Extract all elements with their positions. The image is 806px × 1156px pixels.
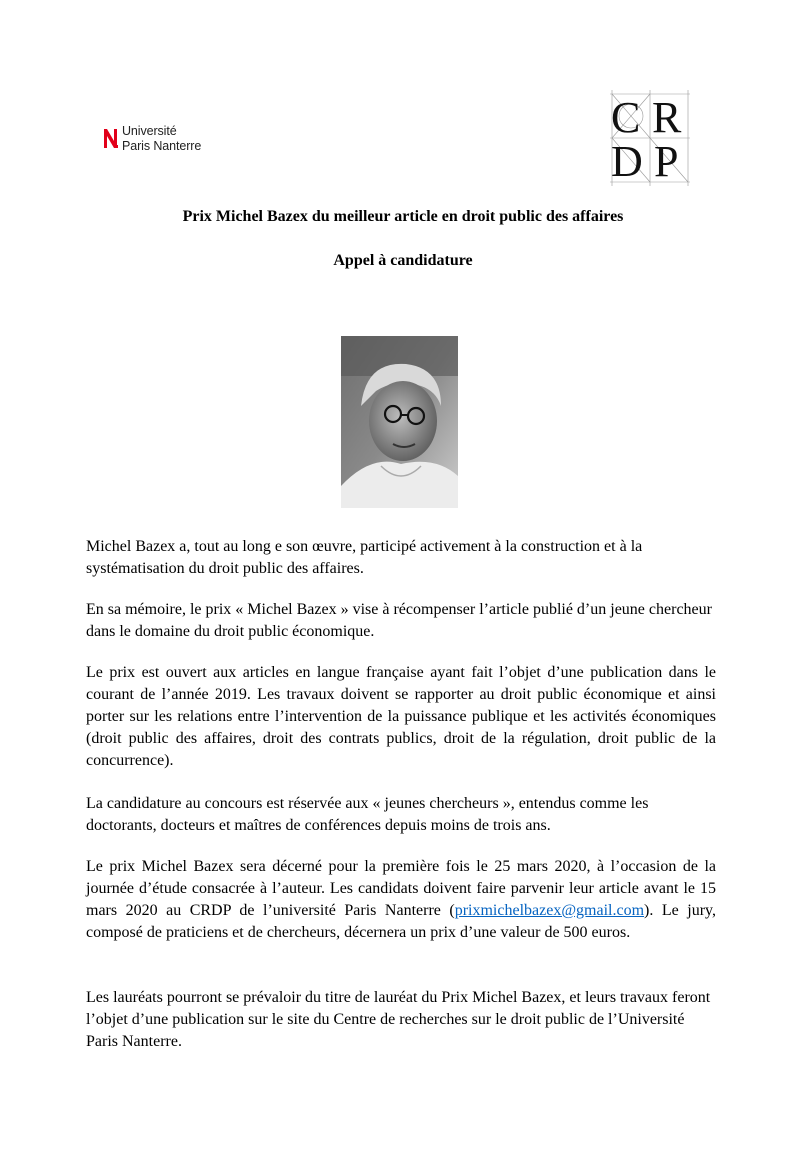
paragraph-candidates: La candidature au concours est réservée aux « jeunes chercheurs », entendus comme les doctorants, docteurs et maîtres de conférences depuis moins de trois ans.	[86, 795, 649, 834]
portrait-photo	[341, 336, 458, 508]
email-link[interactable]: prixmichelbazex@gmail.com	[454, 902, 645, 919]
crdp-letter-p: P	[654, 137, 679, 186]
award-text-before: Le prix Michel Bazex sera décerné pour la première fois le 25 mars 2020, à l’occasion de la journée d’étude consacrée à l’auteur. Les candidats doivent faire parvenir leur article avant le 15 mars 2020 au CRDP de l’université Paris Nanterre (	[86, 858, 716, 919]
document-title: Prix Michel Bazex du meilleur article en droit public des affaires	[182, 208, 624, 225]
university-line2: Paris Nanterre	[122, 139, 202, 153]
document-subtitle: Appel à candidature	[333, 252, 473, 269]
university-name	[122, 124, 201, 154]
crdp-letter-c: C	[611, 93, 641, 142]
university-line1: Université	[122, 124, 177, 138]
crdp-letter-d: D	[611, 137, 643, 186]
universite-paris-nanterre-logo	[103, 124, 228, 158]
crdp-letter-r: R	[652, 93, 682, 142]
paragraph-award	[86, 856, 716, 944]
award-text-after: ). Le jury, composé de praticiens et de chercheurs, décernera un prix d’une valeur de 500 euros.	[86, 902, 716, 941]
paragraph-eligibility: Le prix est ouvert aux articles en langue française ayant fait l’objet d’une publication dans le courant de l’année 2019. Les travaux doivent se rapporter au droit public économique et ainsi porter sur les relations entre l’intervention de la puissance publique et les activités économiques (droit public des affaires, droit des contrats publics, droit de la régulation, droit public de la concurrence).	[86, 664, 716, 769]
nanterre-n-icon	[103, 126, 119, 150]
paragraph-laureates: Les lauréats pourront se prévaloir du titre de lauréat du Prix Michel Bazex, et leurs travaux feront l’objet d’une publication sur le site du Centre de recherches sur le droit public de l’Université Paris Nanterre.	[86, 989, 711, 1050]
crdp-logo	[608, 88, 692, 188]
paragraph-intro: Michel Bazex a, tout au long e son œuvre, participé activement à la construction et à la systématisation du droit public des affaires.	[86, 538, 643, 577]
paragraph-memory: En sa mémoire, le prix « Michel Bazex » vise à récompenser l’article publié d’un jeune chercheur dans le domaine du droit public économique.	[86, 601, 712, 640]
